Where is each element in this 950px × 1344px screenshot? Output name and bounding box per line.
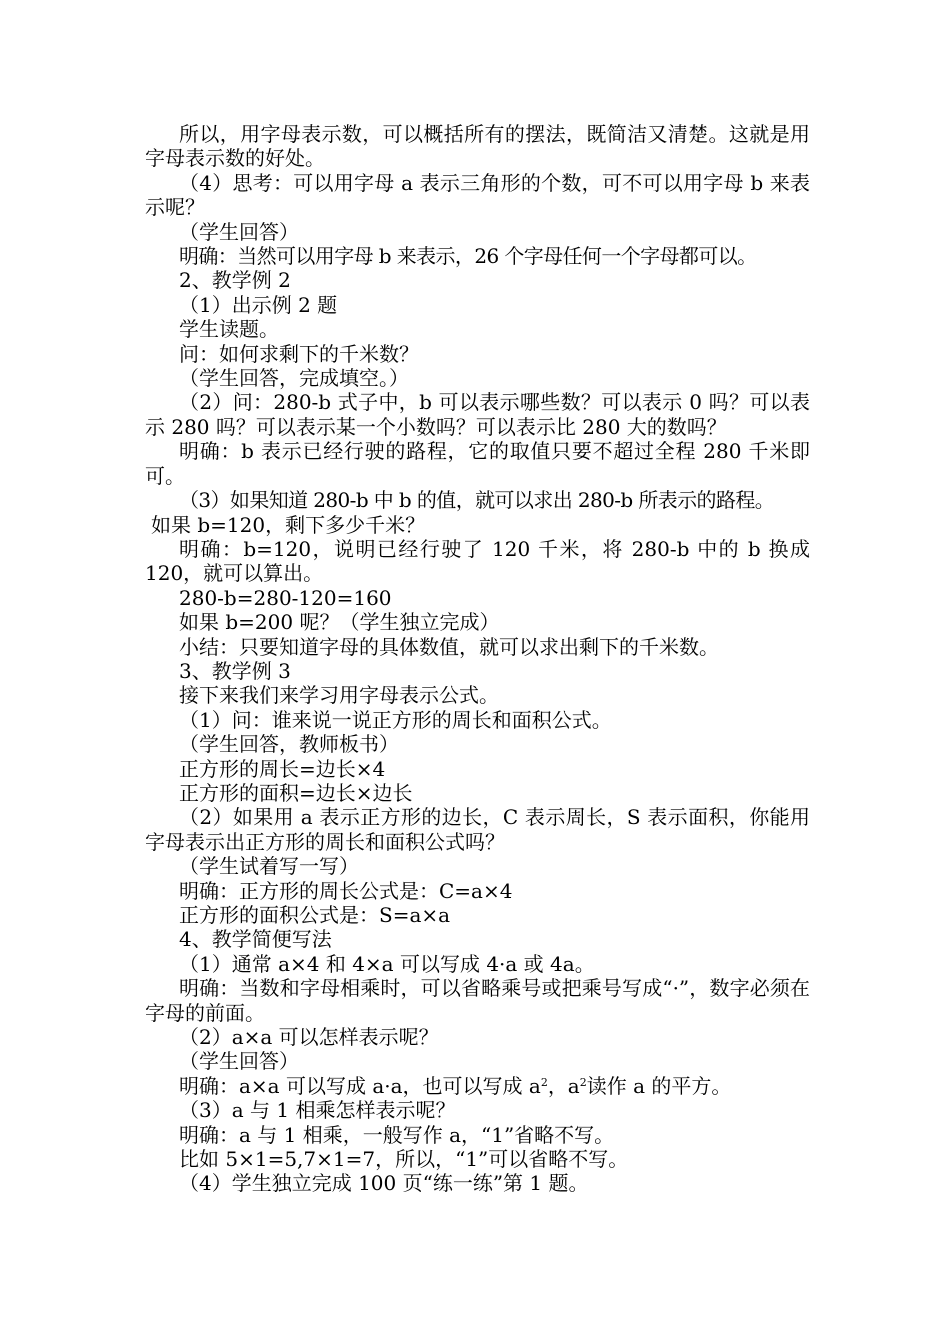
paragraph-clarify-times-one: 明确：a 与 1 相乘，一般写作 a，“1”省略不写。 <box>179 1122 615 1147</box>
paragraph-teacher-writes: （学生回答，教师板书） <box>179 732 399 757</box>
document-body <box>145 122 817 1196</box>
paragraph-clarify-b-120: 明确：b=120，说明已经行驶了 120 千米，将 280-b 中的 b 换成 120，就可以算出。 <box>145 536 817 586</box>
paragraph-what-b-means: （2）问：280-b 式子中，b 可以表示哪些数？可以表示 0 吗？可以表示 280 吗？可以表示某一个小数吗？可以表示比 280 大的数吗？ <box>145 390 810 439</box>
paragraph-example-times-one: 比如 5×1=5,7×1=7，所以，“1”可以省略不写。 <box>179 1147 629 1172</box>
paragraph-clarify-square <box>145 1074 810 1098</box>
paragraph-area-words: 正方形的面积=边长×边长 <box>179 780 413 805</box>
paragraph-summary-km: 小结：只要知道字母的具体数值，就可以求出剩下的千米数。 <box>179 634 719 659</box>
square-text-3: 读作 a 的平方。 <box>586 1073 732 1098</box>
paragraph-fill-blank: （学生回答，完成填空。） <box>179 366 409 391</box>
square-exponent-2: 2 <box>579 1075 587 1089</box>
paragraph-area-formula: 正方形的面积公式是：S=a×a <box>179 903 451 927</box>
paragraph-show-example-2: （1）出示例 2 题 <box>179 292 338 317</box>
square-text-1: 明确：a×a 可以写成 a·a，也可以写成 a <box>179 1073 541 1098</box>
paragraph-clarify-b-range: 明确：b 表示已经行驶的路程，它的取值只要不超过全程 280 千米即可。 <box>145 439 810 488</box>
paragraph-if-b-200: 如果 b=200 呢？（学生独立完成） <box>179 610 500 635</box>
paragraph-ask-times-one: （3）a 与 1 相乘怎样表示呢？ <box>179 1098 456 1123</box>
paragraph-student-answer-2: （学生回答） <box>179 1049 299 1074</box>
paragraph-try-writing: （学生试着写一写） <box>179 854 359 879</box>
square-text-2: ，a <box>547 1073 580 1098</box>
paragraph-ask-a-times-a: （2）a×a 可以怎样表示呢？ <box>179 1025 439 1050</box>
paragraph-use-letters: （2）如果用 a 表示正方形的边长，C 表示周长，S 表示面积，你能用字母表示出正方形的周长和面积公式吗？ <box>145 805 810 854</box>
paragraph-perimeter-formula: 明确：正方形的周长公式是：C=a×4 <box>179 878 513 903</box>
paragraph-student-answer: （学生回答） <box>179 219 299 244</box>
paragraph-clarify-omit-multiply: 明确：当数和字母相乘时，可以省略乘号或把乘号写成“·”，数字必须在字母的前面。 <box>145 976 810 1025</box>
paragraph-exercise: （4）学生独立完成 100 页“练一练”第 1 题。 <box>179 1171 589 1196</box>
paragraph-summary: 所以，用字母表示数，可以概括所有的摆法，既简洁又清楚。这就是用字母表示数的好处。 <box>145 122 810 171</box>
paragraph-formula-intro: 接下来我们来学习用字母表示公式。 <box>179 683 499 708</box>
section-heading-example-2: 2、教学例 2 <box>179 268 291 293</box>
paragraph-ask-square-formulas: （1）问：谁来说一说正方形的周长和面积公式。 <box>179 707 612 732</box>
paragraph-equation-160: 280-b=280-120=160 <box>179 585 392 610</box>
section-heading-example-3: 3、教学例 3 <box>179 658 291 683</box>
paragraph-clarify-letter-b: 明确：当然可以用字母 b 来表示，26 个字母任何一个字母都可以。 <box>179 244 757 269</box>
paragraph-if-b-120: 如果 b=120，剩下多少千米？ <box>151 512 426 537</box>
square-exponent-1: 2 <box>540 1075 548 1089</box>
paragraph-perimeter-words: 正方形的周长=边长×4 <box>179 756 386 781</box>
paragraph-ask-remaining-km: 问：如何求剩下的千米数？ <box>179 341 419 366</box>
paragraph-shorthand-4a: （1）通常 a×4 和 4×a 可以写成 4·a 或 4a。 <box>179 951 595 976</box>
paragraph-know-b-value: （3）如果知道 280-b 中 b 的值，就可以求出 280-b 所表示的路程。 <box>179 488 775 513</box>
paragraph-think: （4）思考：可以用字母 a 表示三角形的个数，可不可以用字母 b 来表示呢？ <box>145 170 810 220</box>
section-heading-shorthand: 4、教学简便写法 <box>179 927 332 952</box>
paragraph-read-question: 学生读题。 <box>179 317 279 342</box>
